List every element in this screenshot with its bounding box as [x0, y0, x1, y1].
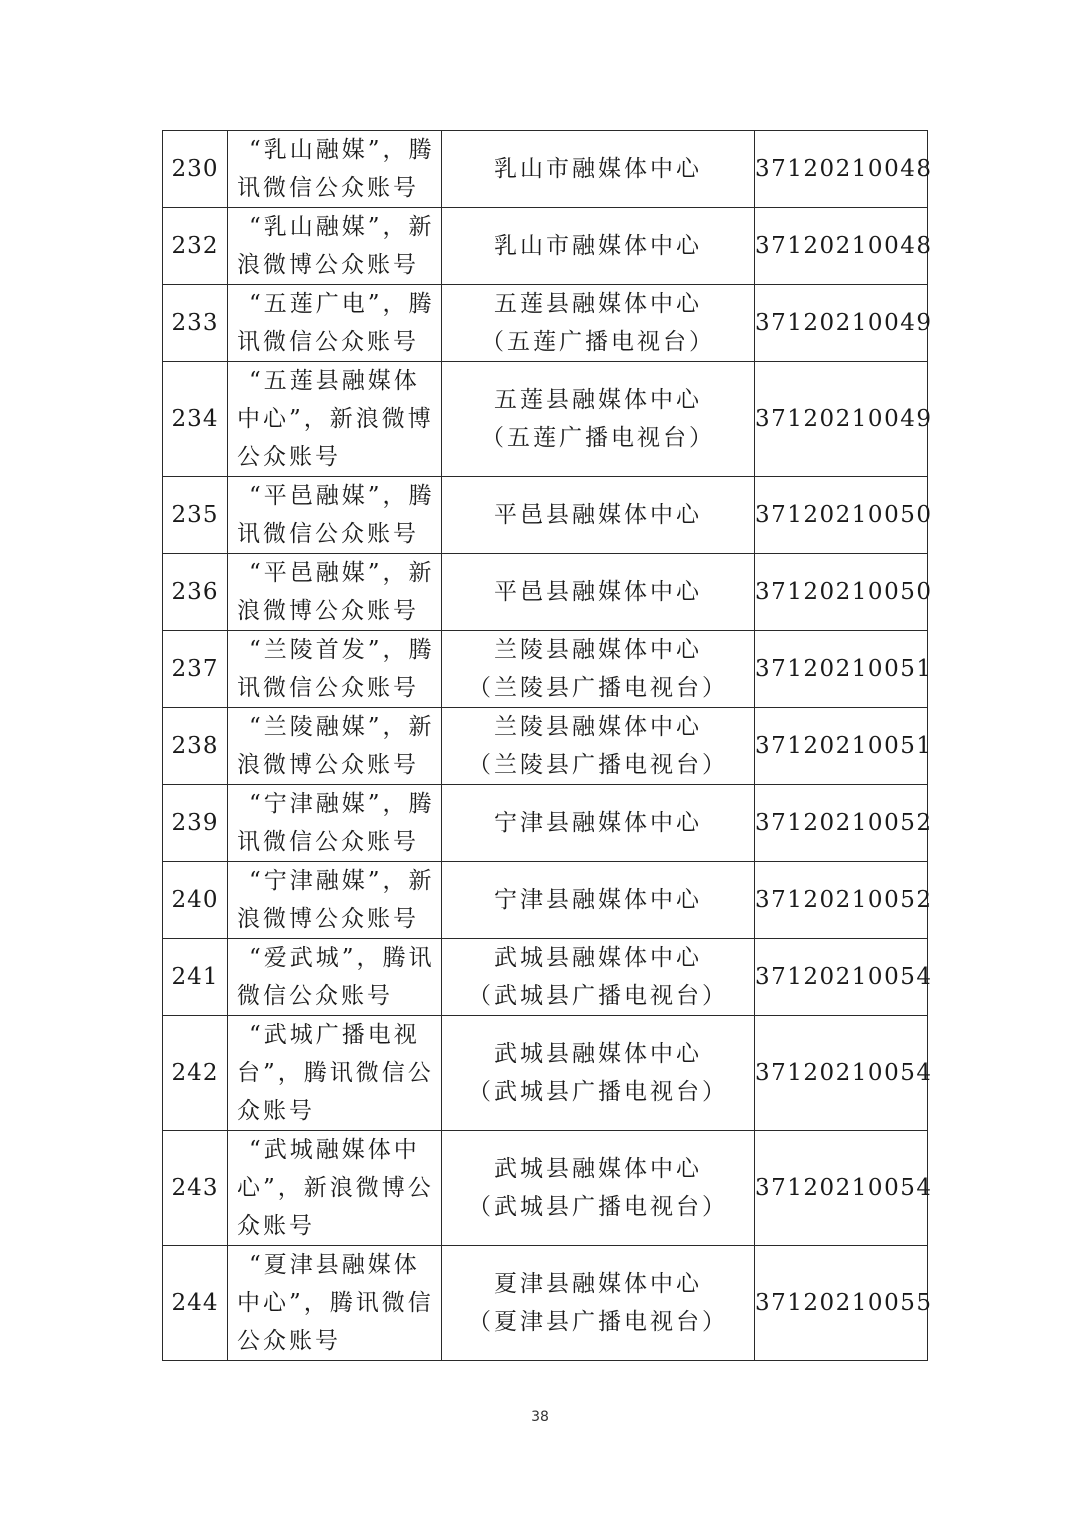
account-name-line: 公众账号: [237, 444, 341, 470]
account-name-line: 浪微博公众账号: [237, 906, 419, 932]
account-name-cell: [228, 208, 442, 285]
account-name-cell: [228, 362, 442, 477]
registration-code: 37120210050: [755, 477, 928, 554]
organization-cell: [442, 1246, 755, 1361]
account-name-cell: [228, 131, 442, 208]
organization-line: （武城县广播电视台）: [468, 1194, 728, 1220]
organization-cell: [442, 362, 755, 477]
account-name-line: 中心”，腾讯微信: [237, 1290, 434, 1316]
organization-line: 武城县融媒体中心: [494, 945, 702, 971]
table-row: [163, 1131, 928, 1246]
organization-line: （武城县广播电视台）: [468, 1079, 728, 1105]
account-name-line: “五莲广电”，腾: [249, 291, 435, 317]
account-name-line: “宁津融媒”，腾: [249, 791, 435, 817]
table-row: [163, 1246, 928, 1361]
registration-code: 37120210054: [755, 1131, 928, 1246]
organization-line: 武城县融媒体中心: [494, 1156, 702, 1182]
registration-code: 37120210048: [755, 131, 928, 208]
account-name-cell: [228, 554, 442, 631]
account-name-line: “武城融媒体中: [249, 1137, 420, 1163]
account-name-cell: [228, 939, 442, 1016]
account-name-cell: [228, 1131, 442, 1246]
registration-code: 37120210052: [755, 862, 928, 939]
table-row: [163, 362, 928, 477]
account-name-line: 讯微信公众账号: [237, 829, 419, 855]
account-name-line: 讯微信公众账号: [237, 329, 419, 355]
organization-line: 乳山市融媒体中心: [494, 156, 702, 182]
organization-line: 平邑县融媒体中心: [494, 502, 702, 528]
account-name-cell: [228, 1246, 442, 1361]
account-name-line: 讯微信公众账号: [237, 521, 419, 547]
account-name-line: “乳山融媒”，新: [249, 214, 435, 240]
account-name-line: 心”，新浪微博公: [237, 1175, 434, 1201]
organization-line: 宁津县融媒体中心: [494, 887, 702, 913]
table-row: [163, 785, 928, 862]
account-name-line: “宁津融媒”，新: [249, 868, 435, 894]
organization-line: （兰陵县广播电视台）: [468, 752, 728, 778]
table-row: [163, 208, 928, 285]
account-name-line: “武城广播电视: [249, 1022, 420, 1048]
account-name-cell: [228, 785, 442, 862]
registry-table-body: [163, 131, 933, 1361]
account-name-line: “五莲县融媒体: [249, 368, 420, 394]
account-name-line: “平邑融媒”，新: [249, 560, 435, 586]
table-row: [163, 1016, 928, 1131]
table-row: [163, 862, 928, 939]
account-name-line: 众账号: [237, 1213, 315, 1239]
row-number: 239: [163, 785, 228, 862]
organization-cell: [442, 939, 755, 1016]
organization-cell: [442, 208, 755, 285]
account-name-line: 微信公众账号: [237, 983, 393, 1009]
organization-cell: [442, 631, 755, 708]
row-number: 236: [163, 554, 228, 631]
account-name-line: 台”，腾讯微信公: [237, 1060, 434, 1086]
organization-line: （五莲广播电视台）: [481, 425, 715, 451]
registration-code: 37120210054: [755, 1016, 928, 1131]
organization-line: （夏津县广播电视台）: [468, 1309, 728, 1335]
registration-code: 37120210051: [755, 708, 928, 785]
registration-code: 37120210051: [755, 631, 928, 708]
account-name-line: 浪微博公众账号: [237, 752, 419, 778]
account-name-line: “兰陵首发”，腾: [249, 637, 435, 663]
row-number: 242: [163, 1016, 228, 1131]
organization-line: （五莲广播电视台）: [481, 329, 715, 355]
table-row: [163, 708, 928, 785]
row-number: 234: [163, 362, 228, 477]
row-number: 230: [163, 131, 228, 208]
registration-code: 37120210050: [755, 554, 928, 631]
row-number: 244: [163, 1246, 228, 1361]
organization-line: （兰陵县广播电视台）: [468, 675, 728, 701]
account-name-cell: [228, 631, 442, 708]
account-name-line: “乳山融媒”，腾: [249, 137, 435, 163]
row-number: 237: [163, 631, 228, 708]
account-name-line: 公众账号: [237, 1328, 341, 1354]
row-number: 241: [163, 939, 228, 1016]
organization-line: 兰陵县融媒体中心: [494, 714, 702, 740]
row-number: 235: [163, 477, 228, 554]
table-row: [163, 477, 928, 554]
organization-line: 宁津县融媒体中心: [494, 810, 702, 836]
account-name-line: “夏津县融媒体: [249, 1252, 420, 1278]
account-name-line: 浪微博公众账号: [237, 252, 419, 278]
registration-code: 37120210054: [755, 939, 928, 1016]
organization-cell: [442, 1016, 755, 1131]
account-name-cell: [228, 1016, 442, 1131]
row-number: 232: [163, 208, 228, 285]
organization-line: 乳山市融媒体中心: [494, 233, 702, 259]
organization-cell: [442, 785, 755, 862]
account-name-line: 中心”，新浪微博: [237, 406, 434, 432]
organization-line: 平邑县融媒体中心: [494, 579, 702, 605]
registration-code: 37120210052: [755, 785, 928, 862]
account-name-cell: [228, 708, 442, 785]
organization-line: 兰陵县融媒体中心: [494, 637, 702, 663]
account-name-line: “平邑融媒”，腾: [249, 483, 435, 509]
table-row: [163, 554, 928, 631]
account-name-cell: [228, 862, 442, 939]
account-name-cell: [228, 285, 442, 362]
organization-line: （武城县广播电视台）: [468, 983, 728, 1009]
table-row: [163, 631, 928, 708]
registry-table: [162, 130, 933, 1361]
row-number: 233: [163, 285, 228, 362]
organization-cell: [442, 477, 755, 554]
registration-code: 37120210055: [755, 1246, 928, 1361]
table-row: [163, 939, 928, 1016]
table-row: [163, 131, 928, 208]
account-name-line: 讯微信公众账号: [237, 675, 419, 701]
registration-code: 37120210049: [755, 285, 928, 362]
account-name-line: “爱武城”，腾讯: [249, 945, 435, 971]
organization-line: 武城县融媒体中心: [494, 1041, 702, 1067]
account-name-line: 众账号: [237, 1098, 315, 1124]
organization-line: 夏津县融媒体中心: [494, 1271, 702, 1297]
organization-line: 五莲县融媒体中心: [494, 291, 702, 317]
organization-cell: [442, 285, 755, 362]
page-number: 38: [531, 1409, 549, 1425]
row-number: 240: [163, 862, 228, 939]
table-row: [163, 285, 928, 362]
account-name-cell: [228, 477, 442, 554]
row-number: 238: [163, 708, 228, 785]
organization-cell: [442, 554, 755, 631]
organization-line: 五莲县融媒体中心: [494, 387, 702, 413]
organization-cell: [442, 131, 755, 208]
organization-cell: [442, 862, 755, 939]
organization-cell: [442, 1131, 755, 1246]
account-name-line: 浪微博公众账号: [237, 598, 419, 624]
row-number: 243: [163, 1131, 228, 1246]
account-name-line: 讯微信公众账号: [237, 175, 419, 201]
account-name-line: “兰陵融媒”，新: [249, 714, 435, 740]
registration-code: 37120210048: [755, 208, 928, 285]
organization-cell: [442, 708, 755, 785]
registration-code: 37120210049: [755, 362, 928, 477]
